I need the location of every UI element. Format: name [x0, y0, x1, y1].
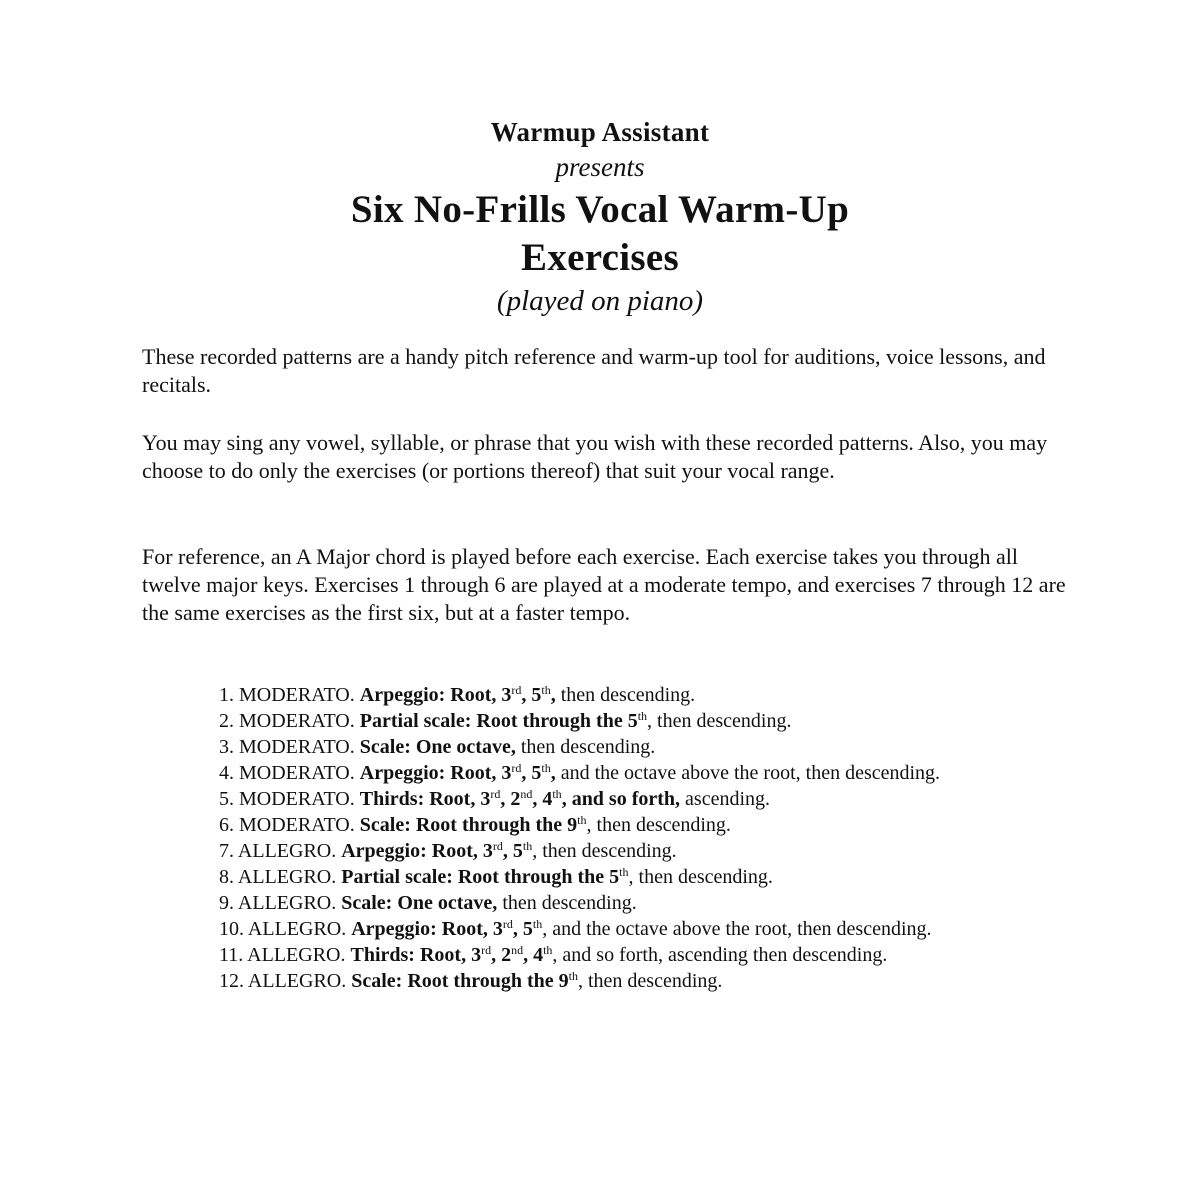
title-line-1: Six No-Frills Vocal Warm-Up [350, 188, 850, 231]
title-line-2: Exercises [521, 236, 679, 279]
exercise-item: 10. ALLEGRO. Arpeggio: Root, 3rd, 5th, and the octave above the root, then descending. [219, 917, 932, 940]
exercise-item: 7. ALLEGRO. Arpeggio: Root, 3rd, 5th, then descending. [219, 839, 677, 862]
exercise-item: 3. MODERATO. Scale: One octave, then descending. [219, 736, 656, 758]
exercise-item: 12. ALLEGRO. Scale: Root through the 9th, then descending. [219, 969, 723, 992]
intro-paragraph [142, 343, 1082, 399]
document-header [0, 114, 1200, 320]
usage-paragraph [142, 429, 1082, 485]
document-title [0, 186, 1200, 282]
exercise-item: 4. MODERATO. Arpeggio: Root, 3rd, 5th, and the octave above the root, then descending. [219, 761, 941, 784]
paragraph-text: These recorded patterns are a handy pitch reference and warm-up tool for auditions, voice lessons, and recitals. [142, 344, 1046, 397]
presents-text: presents [555, 152, 645, 182]
exercise-item: 5. MODERATO. Thirds: Root, 3rd, 2nd, 4th, and so forth, ascending. [219, 787, 771, 810]
exercise-item: 11. ALLEGRO. Thirds: Root, 3rd, 2nd, 4th, and so forth, ascending then descending. [219, 943, 888, 966]
exercise-item: 9. ALLEGRO. Scale: One octave, then descending. [219, 892, 637, 914]
brand-name: Warmup Assistant [490, 117, 710, 147]
exercise-item: 2. MODERATO. Partial scale: Root through the 5th, then descending. [219, 709, 792, 732]
exercise-item: 8. ALLEGRO. Partial scale: Root through the 5th, then descending. [219, 865, 773, 888]
reference-paragraph [142, 543, 1082, 627]
paragraph-text: You may sing any vowel, syllable, or phrase that you wish with these recorded patterns. Also, you may choose to do only the exercises (or portions thereof) that suit your vocal range. [142, 430, 1048, 483]
paragraph-text: For reference, an A Major chord is played before each exercise. Each exercise takes you through all twelve major keys. Exercises 1 through 6 are played at a moderate tempo, and exercises 7 through 12 are the same exercises as the first six, but at a faster tempo. [142, 544, 1066, 625]
exercise-item: 6. MODERATO. Scale: Root through the 9th, then descending. [219, 813, 731, 836]
exercise-item: 1. MODERATO. Arpeggio: Root, 3rd, 5th, then descending. [219, 683, 696, 706]
exercise-list [219, 682, 1099, 994]
document-subtitle: (played on piano) [496, 285, 704, 317]
